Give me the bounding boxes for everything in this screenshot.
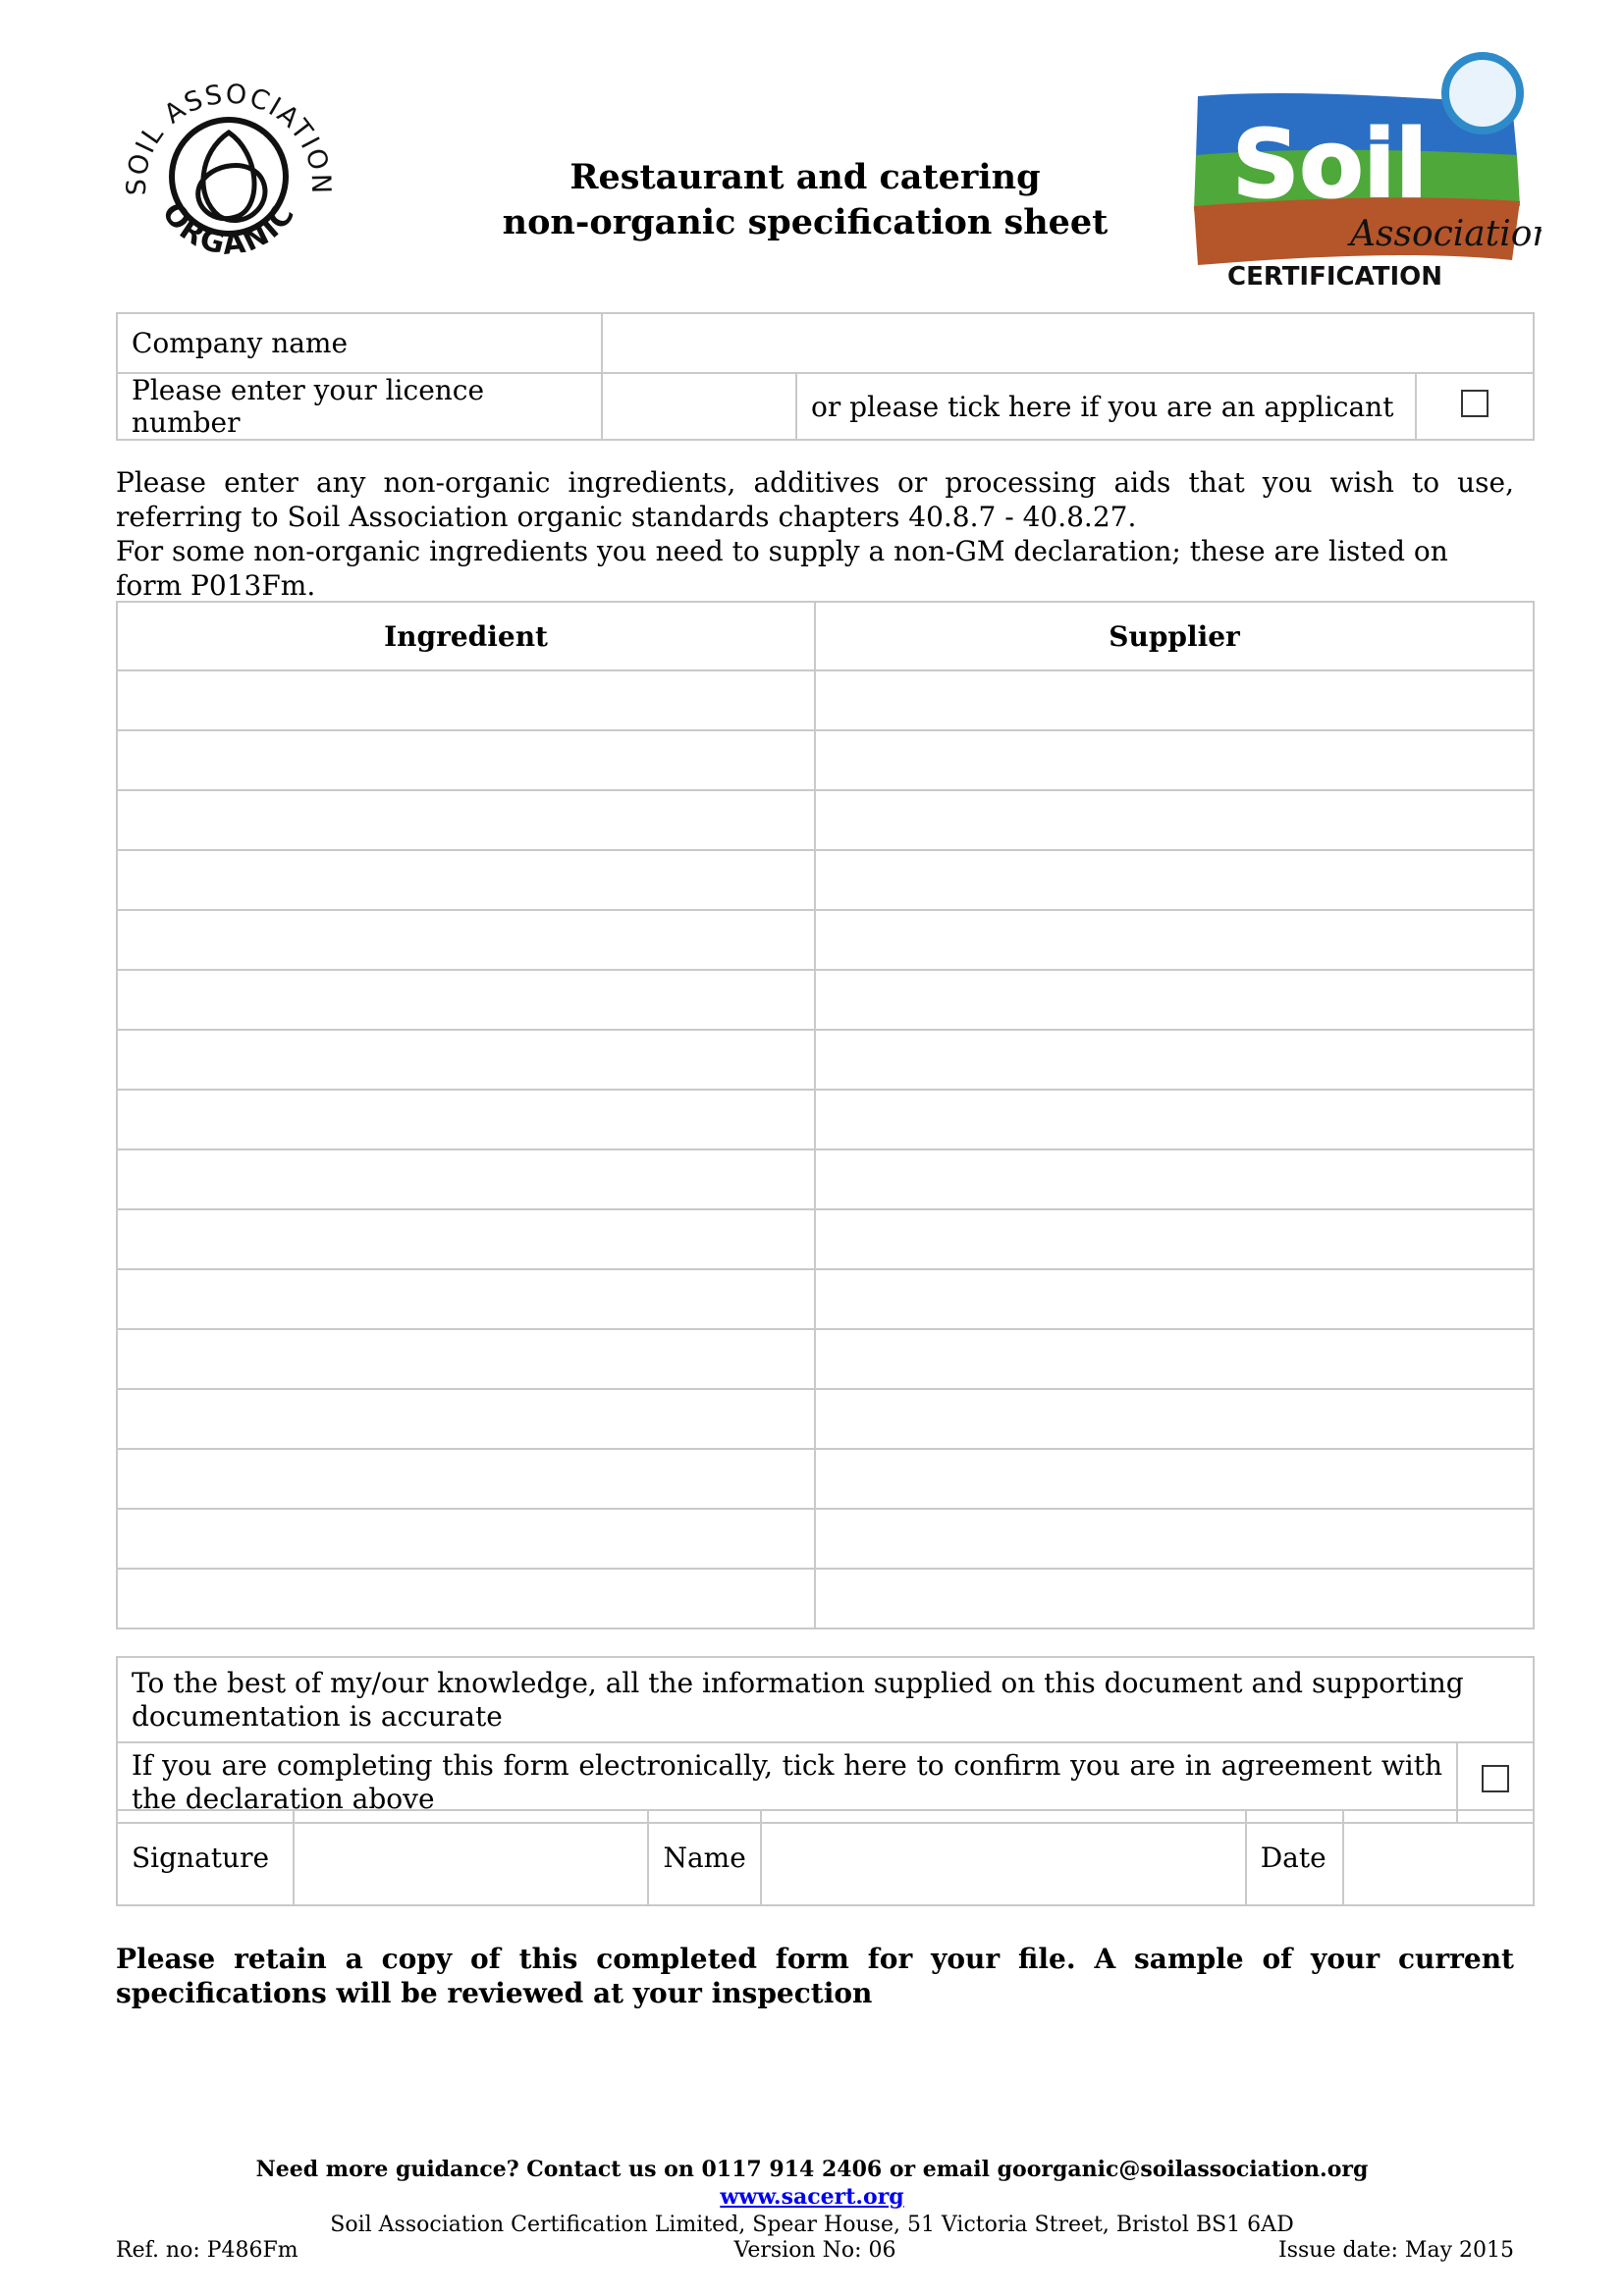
supplier-cell[interactable]: [815, 1090, 1534, 1149]
applicant-checkbox[interactable]: [1461, 390, 1489, 417]
signature-field[interactable]: [294, 1810, 649, 1905]
intro-paragraph-1: Please enter any non-organic ingredients, additives or processing aids that you wish to use, referring to Soil Association organic standards chapters 40.8.7 - 40.8.27.: [116, 466, 1514, 533]
table-row: [117, 790, 1534, 850]
footer-guidance: Need more guidance? Contact us on 0117 914 2406 or email goorganic@soilassociation.org: [255, 2157, 1369, 2182]
footer-version: Version No: 06: [733, 2238, 896, 2263]
title-line-1: Restaurant and catering: [569, 157, 1041, 197]
ingredients-table: [116, 601, 1535, 1629]
supplier-cell[interactable]: [815, 1389, 1534, 1449]
licence-row: [117, 373, 1534, 440]
supplier-cell[interactable]: [815, 1569, 1534, 1629]
table-row: [117, 850, 1534, 910]
supplier-cell[interactable]: [815, 910, 1534, 970]
supplier-cell[interactable]: [815, 1449, 1534, 1509]
company-name-row: [117, 313, 1534, 373]
ingredient-cell[interactable]: [117, 1569, 815, 1629]
table-row: [117, 1269, 1534, 1329]
intro-text: [116, 465, 1514, 603]
signature-row: [117, 1810, 1534, 1905]
svg-text:SOIL ASSOCIATION: SOIL ASSOCIATION: [121, 79, 337, 196]
signature-table: [116, 1809, 1535, 1906]
footer-issue-date: Issue date: May 2015: [1278, 2238, 1514, 2263]
supplier-cell[interactable]: [815, 850, 1534, 910]
ingredient-cell[interactable]: [117, 970, 815, 1030]
supplier-cell[interactable]: [815, 670, 1534, 730]
supplier-cell[interactable]: [815, 1269, 1534, 1329]
ingredient-cell[interactable]: [117, 1389, 815, 1449]
ingredient-column-header: Ingredient: [117, 602, 815, 670]
svg-text:ORGANIC: ORGANIC: [154, 196, 303, 262]
supplier-cell[interactable]: [815, 1509, 1534, 1569]
ingredient-cell[interactable]: [117, 1449, 815, 1509]
table-row: [117, 670, 1534, 730]
signature-label: Signature: [117, 1810, 294, 1905]
table-row: [117, 1030, 1534, 1090]
title-line-2: non-organic specification sheet: [502, 202, 1109, 242]
ingredients-table-body: [117, 670, 1534, 1629]
organic-seal-icon: [116, 59, 342, 285]
ingredient-cell[interactable]: [117, 670, 815, 730]
ingredient-cell[interactable]: [117, 790, 815, 850]
company-name-label: Company name: [117, 313, 602, 373]
table-row: [117, 1449, 1534, 1509]
name-label: Name: [648, 1810, 760, 1905]
company-info-table: [116, 312, 1535, 441]
logo-soil-word: Soil: [1232, 111, 1428, 219]
table-row: [117, 1509, 1534, 1569]
licence-number-label: Please enter your licence number: [117, 373, 602, 440]
soil-association-organic-logo: [116, 59, 342, 285]
ingredient-cell[interactable]: [117, 1090, 815, 1149]
licence-number-field[interactable]: [602, 373, 796, 440]
ingredient-cell[interactable]: [117, 1030, 815, 1090]
footer-website-link[interactable]: www.sacert.org: [720, 2184, 904, 2210]
supplier-cell[interactable]: [815, 1329, 1534, 1389]
intro-paragraph-2: For some non-organic ingredients you need to supply a non-GM declaration; these are listed on form P013Fm.: [116, 535, 1448, 602]
declaration-checkbox[interactable]: [1482, 1765, 1509, 1792]
table-row: [117, 1209, 1534, 1269]
declaration-table: [116, 1656, 1535, 1824]
table-row: [117, 1389, 1534, 1449]
certification-logo-icon: [1178, 49, 1542, 294]
table-row: [117, 1090, 1534, 1149]
table-row: [117, 1149, 1534, 1209]
date-field[interactable]: [1343, 1810, 1534, 1905]
supplier-cell[interactable]: [815, 1030, 1534, 1090]
ingredient-cell[interactable]: [117, 1269, 815, 1329]
footer-address: Soil Association Certification Limited, Spear House, 51 Victoria Street, Bristol BS1 6AD: [330, 2213, 1294, 2237]
supplier-cell[interactable]: [815, 970, 1534, 1030]
footer-ref: Ref. no: P486Fm: [116, 2238, 298, 2263]
ingredient-cell[interactable]: [117, 730, 815, 790]
company-name-field[interactable]: [602, 313, 1534, 373]
logo-association-script: Association: [1350, 214, 1542, 254]
date-label: Date: [1246, 1810, 1343, 1905]
declaration-statement-row: [117, 1657, 1534, 1742]
supplier-cell[interactable]: [815, 790, 1534, 850]
declaration-electronic-text: If you are completing this form electronically, tick here to confirm you are in agreement with the declaration above: [117, 1742, 1457, 1823]
applicant-label: or please tick here if you are an applicant: [796, 373, 1416, 440]
ingredient-cell[interactable]: [117, 1329, 815, 1389]
ingredient-cell[interactable]: [117, 850, 815, 910]
table-row: [117, 730, 1534, 790]
supplier-cell[interactable]: [815, 1209, 1534, 1269]
logo-certification-caption: CERTIFICATION: [1227, 262, 1442, 292]
ingredient-cell[interactable]: [117, 1209, 815, 1269]
supplier-cell[interactable]: [815, 730, 1534, 790]
table-row: [117, 970, 1534, 1030]
ingredient-cell[interactable]: [117, 1149, 815, 1209]
ingredient-cell[interactable]: [117, 910, 815, 970]
ingredient-cell[interactable]: [117, 1509, 815, 1569]
name-field[interactable]: [761, 1810, 1246, 1905]
ingredients-header-row: [117, 602, 1534, 670]
supplier-cell[interactable]: [815, 1149, 1534, 1209]
declaration-statement: To the best of my/our knowledge, all the information supplied on this document and supporting documentation is accurate: [117, 1657, 1534, 1742]
retain-note: Please retain a copy of this completed form for your file. A sample of your current specifications will be reviewed at your inspection: [116, 1943, 1514, 2009]
supplier-column-header: Supplier: [815, 602, 1534, 670]
footer: [0, 2156, 1624, 2239]
table-row: [117, 1569, 1534, 1629]
page-title: [461, 155, 1149, 245]
soil-association-certification-logo: [1178, 49, 1542, 294]
applicant-checkbox-cell[interactable]: [1416, 373, 1534, 440]
table-row: [117, 1329, 1534, 1389]
table-row: [117, 910, 1534, 970]
